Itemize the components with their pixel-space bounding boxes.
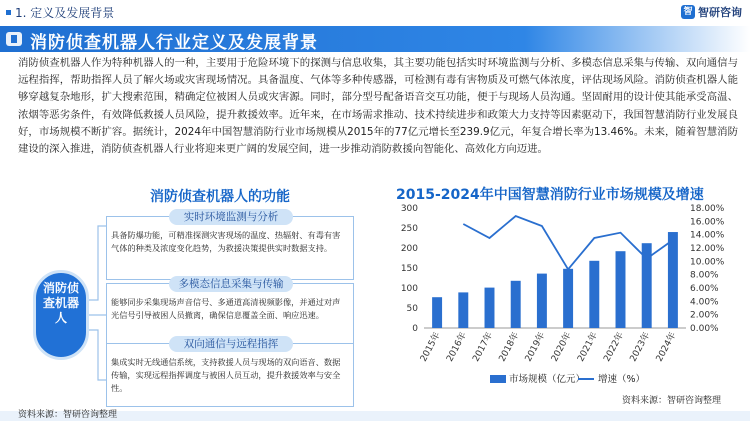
center-label-text: 消防侦查机器人 [43,281,80,325]
x-tick-label: 2019年 [523,330,548,364]
footer [0,405,750,421]
chart-source: 资料来源：智研咨询整理 [622,396,722,406]
page-title: 消防侦查机器人行业定义及发展背景 [30,33,318,53]
x-tick-label: 2022年 [602,330,627,364]
bar-2022年 [616,251,626,328]
bar-2016年 [458,292,468,328]
bar-2015年 [432,297,442,328]
intro-paragraph: 消防侦查机器人作为特种机器人的一种，主要用于危险环境下的探测与信息收集，其主要功能包括实时环境监测与分析、多模态信息采集与传输、双向通信与远程指挥，帮助指挥人员了解火场或灾害现场情况。具备温度、气体等多种传感器，可检测有毒有害物质及可燃气体浓度，评估现场风险。消防侦查机器人能够穿越复杂地形，扩大搜索范围，精确定位被困人员或灾害源。同时，部分型号配备语音交互功能，便于与现场人员沟通。坚固耐用的设计使其能承受高温、浓烟等恶劣条件，有效降低救援人员风险，提升救援效率。近年来，在市场需求推动、技术持续进步和政策大力支持等因素驱动下，我国智慧消防行业发展良好，市场规模不断扩容。据统计，2024年中国智慧消防行业市场规模从2015年的77亿元增长至239.9亿元，年复合增长率为13.46%。未来，随着智慧消防建设的深入推进，消防侦查机器人行业将迎来更广阔的发展空间，进一步推动消防救援向智能化、高效化方向迈进。 [18,57,738,156]
bar-2021年 [589,261,599,328]
logo-icon: 智 [681,5,695,19]
x-tick-label: 2017年 [471,330,496,364]
bar-2017年 [485,288,495,328]
logo-name: 智研咨询 [698,6,742,19]
x-tick-label: 2023年 [628,330,653,364]
y-right-tick-label: 0.00% [690,324,719,334]
y-right-tick-label: 4.00% [690,297,719,308]
x-tick-label: 2024年 [654,330,679,364]
bar-2018年 [511,281,521,328]
y-right-tick-label: 12.00% [690,244,725,254]
y-left-tick-label: 300 [400,204,418,214]
function-text: 能够同步采集现场声音信号、多通道高清视频影像，并通过对声光信号引导被困人员撤离，确保信息覆盖全面、响应迅速。 [111,297,341,320]
y-right-tick-label: 14.00% [690,230,725,241]
y-right-tick-label: 2.00% [690,310,719,321]
y-right-tick-label: 10.00% [690,257,725,268]
growth-line [463,216,673,269]
x-tick-label: 2018年 [497,330,522,364]
x-tick-label: 2016年 [445,330,469,364]
function-text: 集成实时无线通信系统，支持救援人员与现场的双向语音、数据传输，实现远程指挥调度与被困人员互动，提升救援效率与安全性。 [111,357,341,393]
legend-bar-swatch [490,375,506,383]
y-left-tick-label: 150 [400,264,418,274]
y-right-tick-label: 6.00% [690,284,719,294]
y-right-tick-label: 8.00% [690,270,719,281]
y-left-tick-label: 200 [400,244,418,254]
function-heading: 实时环境监测与分析 [169,209,293,225]
y-left-tick-label: 0 [412,324,418,334]
bar-2020年 [563,269,573,328]
legend-line-label: 增速（%） [598,374,646,385]
x-tick-label: 2020年 [549,330,574,364]
footer-source: 资料来源：智研咨询整理 [18,410,118,420]
y-right-tick-label: 16.00% [690,217,725,228]
y-left-tick-label: 100 [400,284,418,294]
chart-title: 2015-2024年中国智慧消防行业市场规模及增速 [396,187,704,203]
y-right-tick-label: 18.00% [690,204,725,214]
x-tick-label: 2021年 [576,330,600,364]
y-left-tick-label: 50 [406,304,418,314]
functions-title: 消防侦查机器人的功能 [150,189,290,205]
function-text: 具备防爆功能，可精准探测灾害现场的温度、热辐射、有毒有害气体的种类及浓度变化趋势，为救援决策提供实时数据支持。 [111,230,341,253]
function-heading: 双向通信与远程指挥 [169,336,293,352]
function-heading: 多模态信息采集与传输 [169,276,293,292]
breadcrumb: 1. 定义及发展背景 [15,5,115,20]
bar-2024年 [668,232,678,328]
y-left-tick-label: 250 [400,224,418,234]
x-tick-label: 2015年 [418,330,443,364]
legend-bar-label: 市场规模（亿元） [509,374,586,385]
bar-2019年 [537,274,547,328]
